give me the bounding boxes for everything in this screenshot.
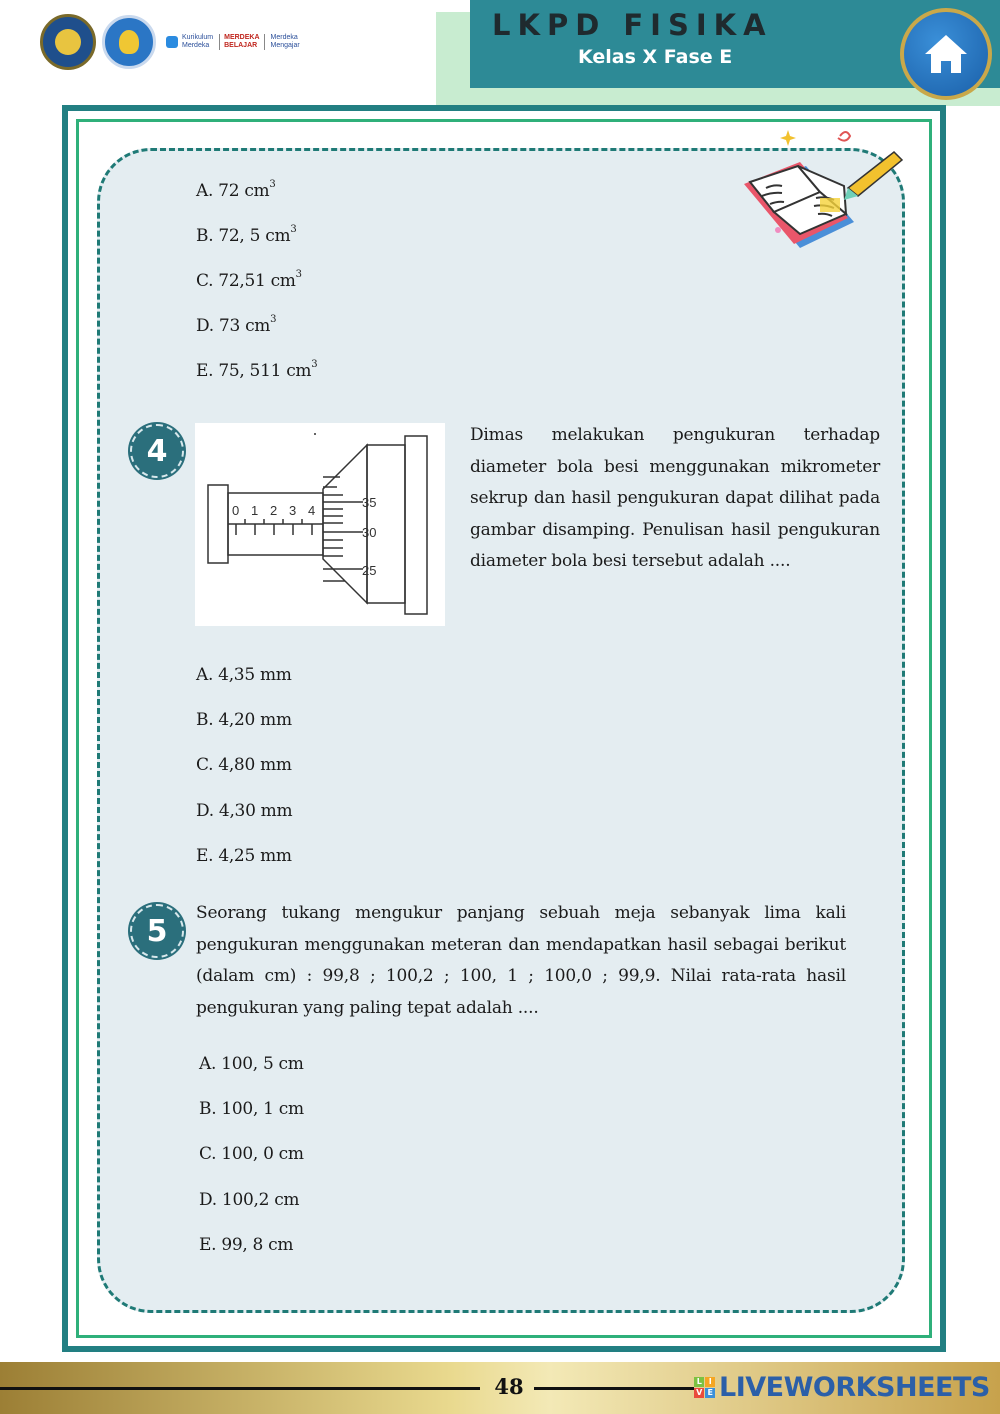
q4-option-b[interactable]: B. 4,20 mm (196, 710, 292, 730)
page-subtitle: Kelas X Fase E (578, 46, 733, 68)
footer-rule-right (534, 1387, 694, 1390)
thimble-scale-label: 25 (362, 563, 377, 578)
home-icon (922, 32, 970, 76)
kurikulum-merdeka-logo: Kurikulum Merdeka (166, 34, 213, 50)
liveworksheets-logo[interactable] (694, 1372, 990, 1403)
q4-option-a[interactable]: A. 4,35 mm (196, 665, 292, 685)
question-number-4: 4 (130, 424, 184, 478)
liveworksheets-text: LIVEWORKSHEETS (719, 1372, 990, 1403)
thimble-scale-label: 35 (362, 495, 377, 510)
book-icon (736, 126, 906, 256)
question-4-text: Dimas melakukan pengukuran terhadap diameter bola besi menggunakan mikrometer sekrup dan hasil pengukuran dapat dilihat pada gambar disamping. Penulisan hasil pengukuran diameter bola besi tersebut adalah .... (470, 425, 880, 571)
q5-option-d[interactable]: D. 100,2 cm (199, 1190, 300, 1210)
micrometer-figure (195, 423, 445, 626)
main-scale-label: 3 (289, 503, 297, 518)
q3-option-c[interactable]: C. 72,51 $cm^3$ (196, 269, 302, 291)
q4-option-c[interactable]: C. 4,80 mm (196, 755, 292, 775)
q3-option-d[interactable]: D. 73 $cm^3$ (196, 314, 277, 336)
q5-option-b[interactable]: B. 100, 1 cm (199, 1099, 304, 1119)
footer-rule-left (0, 1387, 480, 1390)
question-number-5: 5 (130, 904, 184, 958)
thimble-scale-label: 30 (362, 525, 377, 540)
q5-option-e[interactable]: E. 99, 8 cm (199, 1235, 294, 1255)
merdeka-mengajar-logo: Merdeka Mengajar (270, 34, 300, 49)
page-title: LKPD FISIKA (492, 8, 773, 42)
page-number: 48 (494, 1374, 524, 1399)
main-scale-label: 1 (251, 503, 259, 518)
header-logos (40, 14, 300, 70)
main-scale-label: 4 (308, 503, 316, 518)
unp-logo (40, 14, 96, 70)
q5-option-c[interactable]: C. 100, 0 cm (199, 1144, 304, 1164)
q4-option-e[interactable]: E. 4,25 mm (196, 846, 292, 866)
merdeka-belajar-logo: MERDEKA BELAJAR (219, 34, 264, 50)
tut-wuri-logo (102, 15, 156, 69)
question-5-text: Seorang tukang mengukur panjang sebuah meja sebanyak lima kali pengukuran menggunakan meteran dan mendapatkan hasil sebagai berikut (dalam cm) : 99,8 ; 100,2 ; 100, 1 ; 100,0 ; 99,9. Nilai rata-rata hasil pengukuran yang paling tepat adalah .... (196, 903, 846, 1018)
micrometer-diagram (195, 423, 445, 626)
kurikulum-icon (166, 36, 178, 48)
q3-option-a[interactable]: A. 72 $cm^3$ (196, 179, 276, 201)
liveworksheets-mark-icon: L I V E (694, 1377, 715, 1398)
q5-option-a[interactable]: A. 100, 5 cm (199, 1054, 304, 1074)
main-scale-label: 0 (232, 503, 240, 518)
q3-option-b[interactable]: B. 72, 5 $cm^3$ (196, 224, 297, 246)
q3-option-e[interactable]: E. 75, 511 $cm^3$ (196, 359, 318, 381)
main-scale-label: 2 (270, 503, 278, 518)
q4-option-d[interactable]: D. 4,30 mm (196, 801, 293, 821)
home-button[interactable] (900, 8, 992, 100)
